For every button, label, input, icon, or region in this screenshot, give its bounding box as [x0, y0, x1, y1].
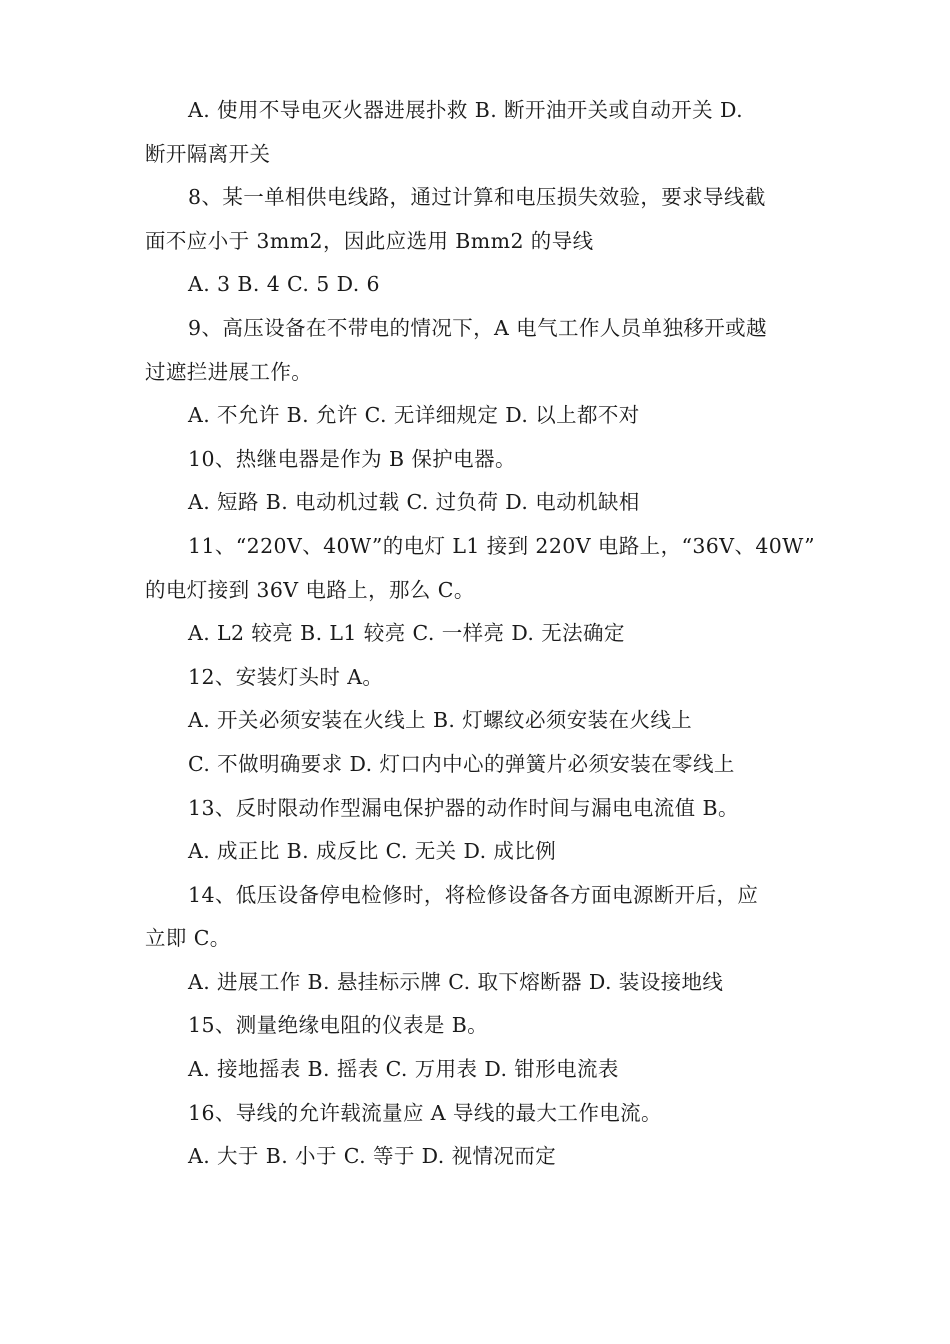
document-page: [145, 89, 815, 1179]
question-14: 14、低压设备停电检修时，将检修设备各方面电源断开后，应: [188, 882, 759, 907]
question-9: 9、高压设备在不带电的情况下，A 电气工作人员单独移开或越: [188, 315, 767, 340]
question-10-options: A. 短路 B. 电动机过载 C. 过负荷 D. 电动机缺相: [188, 490, 640, 515]
question-12-options-a-b: A. 开关必须安装在火线上 B. 灯螺纹必须安装在火线上: [188, 708, 693, 733]
question-11: 11、“220V、40W”的电灯 L1 接到 220V 电路上，“36V、40W”: [188, 533, 815, 558]
question-12: 12、安装灯头时 A。: [188, 664, 384, 689]
question-11-continued: 的电灯接到 36V 电路上，那么 C。: [145, 577, 475, 602]
question-8: 8、某一单相供电线路，通过计算和电压损失效验，要求导线截: [188, 185, 766, 210]
question-16: 16、导线的允许载流量应 A 导线的最大工作电流。: [188, 1100, 662, 1125]
question-8-options: A. 3 B. 4 C. 5 D. 6: [188, 272, 380, 297]
question-14-continued: 立即 C。: [145, 926, 231, 951]
question-12-options-c-d: C. 不做明确要求 D. 灯口内中心的弹簧片必须安装在零线上: [188, 751, 735, 776]
question-15: 15、测量绝缘电阻的仪表是 B。: [188, 1013, 489, 1038]
question-9-options: A. 不允许 B. 允许 C. 无详细规定 D. 以上都不对: [188, 403, 640, 428]
question-8-continued: 面不应小于 3mm2，因此应选用 Bmm2 的导线: [145, 228, 594, 253]
option-line: A. 使用不导电灭火器进展扑救 B. 断开油开关或自动开关 D.: [188, 98, 743, 122]
question-15-options: A. 接地摇表 B. 摇表 C. 万用表 D. 钳形电流表: [188, 1057, 619, 1082]
question-14-options: A. 进展工作 B. 悬挂标示牌 C. 取下熔断器 D. 装设接地线: [188, 969, 724, 994]
question-10: 10、热继电器是作为 B 保护电器。: [188, 446, 516, 471]
option-line-continued: 断开隔离开关: [145, 141, 271, 166]
question-9-continued: 过遮拦进展工作。: [145, 359, 313, 384]
question-16-options: A. 大于 B. 小于 C. 等于 D. 视情况而定: [188, 1144, 557, 1169]
question-13: 13、反时限动作型漏电保护器的动作时间与漏电电流值 B。: [188, 795, 739, 820]
question-13-options: A. 成正比 B. 成反比 C. 无关 D. 成比例: [188, 839, 557, 864]
question-11-options: A. L2 较亮 B. L1 较亮 C. 一样亮 D. 无法确定: [188, 621, 625, 646]
